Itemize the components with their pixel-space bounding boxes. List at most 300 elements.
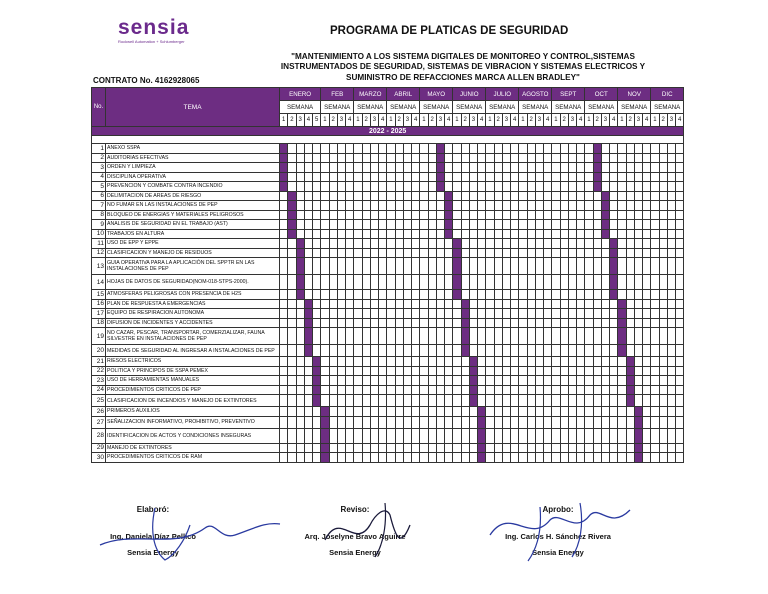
week-cell (593, 163, 601, 173)
week-cell (502, 407, 510, 417)
week-cell (667, 172, 675, 182)
week-cell (610, 153, 618, 163)
week-cell (601, 443, 609, 453)
week-cell (288, 299, 296, 309)
week-cell (428, 144, 436, 154)
week-cell (502, 328, 510, 345)
week-cell (560, 309, 568, 319)
week-cell (643, 201, 651, 211)
week-cell (453, 191, 461, 201)
week-cell (643, 258, 651, 275)
week-cell (387, 416, 395, 428)
year-range: 2022 - 2025 (92, 127, 684, 136)
table-row (92, 144, 684, 154)
week-cell (618, 309, 626, 319)
week-cell (634, 163, 642, 173)
week-cell (304, 182, 312, 192)
week-cell (494, 220, 502, 230)
week-cell (527, 182, 535, 192)
week-cell (329, 275, 337, 290)
week-cell (552, 144, 560, 154)
week-cell (585, 182, 593, 192)
week-cell (527, 376, 535, 386)
week-cell (354, 385, 362, 395)
week-cell (552, 416, 560, 428)
row-topic: ANEXO SSPA (106, 144, 280, 154)
week-cell (494, 299, 502, 309)
week-cell (321, 345, 329, 357)
week-cell (337, 239, 345, 249)
week-cell (403, 416, 411, 428)
week-cell (280, 345, 288, 357)
week-cell (436, 407, 444, 417)
week-cell (626, 239, 634, 249)
week-cell (527, 357, 535, 367)
week-cell (478, 407, 486, 417)
week-cell (337, 275, 345, 290)
week-cell (626, 275, 634, 290)
week-cell (552, 153, 560, 163)
row-number: 30 (92, 453, 106, 463)
week-cell (395, 144, 403, 154)
week-cell (618, 182, 626, 192)
week-cell (420, 163, 428, 173)
week-cell (601, 258, 609, 275)
week-cell (577, 229, 585, 239)
week-cell (511, 299, 519, 309)
week-cell (560, 328, 568, 345)
week-cell (667, 220, 675, 230)
week-cell (527, 290, 535, 300)
week-cell (634, 376, 642, 386)
week-cell (511, 395, 519, 407)
week-cell (436, 299, 444, 309)
week-cell (362, 366, 370, 376)
week-cell (511, 191, 519, 201)
week-cell (502, 153, 510, 163)
week-cell (329, 299, 337, 309)
week-cell (585, 443, 593, 453)
week-cell (527, 299, 535, 309)
week-cell (494, 290, 502, 300)
week-cell (288, 210, 296, 220)
semana-header: SEMANA (420, 101, 453, 114)
week-cell (676, 345, 684, 357)
week-cell (667, 248, 675, 258)
week-cell (552, 428, 560, 443)
table-row (92, 345, 684, 357)
week-cell (387, 328, 395, 345)
week-cell (535, 201, 543, 211)
col-header-topic: TEMA (106, 88, 280, 127)
week-cell (313, 328, 321, 345)
week-cell (552, 275, 560, 290)
week-cell (651, 345, 659, 357)
row-number: 2 (92, 153, 106, 163)
week-cell (577, 395, 585, 407)
week-cell (676, 172, 684, 182)
week-cell (453, 318, 461, 328)
week-cell (478, 201, 486, 211)
week-cell (379, 201, 387, 211)
week-cell (478, 144, 486, 154)
week-cell (445, 395, 453, 407)
week-cell (445, 172, 453, 182)
week-cell (659, 191, 667, 201)
week-cell (445, 290, 453, 300)
week-cell (304, 376, 312, 386)
week-cell (659, 443, 667, 453)
week-cell (420, 220, 428, 230)
week-cell (296, 416, 304, 428)
week-cell (618, 144, 626, 154)
week-cell (461, 318, 469, 328)
week-cell (403, 299, 411, 309)
week-cell (428, 385, 436, 395)
week-cell (304, 318, 312, 328)
week-cell (494, 345, 502, 357)
week-cell (676, 407, 684, 417)
week-cell (601, 220, 609, 230)
week-cell (527, 443, 535, 453)
week-cell (395, 376, 403, 386)
week-cell (560, 416, 568, 428)
week-cell (643, 309, 651, 319)
week-cell (337, 428, 345, 443)
week-cell (659, 182, 667, 192)
week-cell (552, 220, 560, 230)
week-cell (560, 172, 568, 182)
table-row (92, 407, 684, 417)
week-cell (626, 357, 634, 367)
row-topic: CLASIFICACION Y MANEJO DE RESIDUOS (106, 248, 280, 258)
row-number: 9 (92, 220, 106, 230)
week-cell (535, 172, 543, 182)
week-cell (453, 229, 461, 239)
week-cell (560, 191, 568, 201)
week-cell (676, 366, 684, 376)
week-cell (403, 395, 411, 407)
page-subtitle: "MANTENIMIENTO A LOS SISTEMA DIGITALES DE MONITOREO Y CONTROL,SISTEMAS INSTRUMENTADOS DE SEGURIDAD, SISTEMAS DE VIBRACION Y SISTEMAS ELECTRICOS Y SUMINISTRO DE REFACCIONES MARCA ALLEN BRADLEY" (280, 52, 646, 82)
week-cell (568, 275, 576, 290)
week-cell (321, 275, 329, 290)
week-cell (346, 229, 354, 239)
week-cell (461, 290, 469, 300)
week-cell (280, 328, 288, 345)
week-cell (395, 191, 403, 201)
week-cell (280, 275, 288, 290)
week-cell (337, 172, 345, 182)
week-cell (329, 210, 337, 220)
week-cell (494, 153, 502, 163)
week-cell (568, 290, 576, 300)
week-cell (445, 357, 453, 367)
week-cell (535, 395, 543, 407)
week-cell (412, 258, 420, 275)
week-cell (329, 443, 337, 453)
week-cell (659, 309, 667, 319)
table-row (92, 172, 684, 182)
week-cell (577, 239, 585, 249)
week-cell (370, 182, 378, 192)
week-cell (676, 299, 684, 309)
week-cell (412, 220, 420, 230)
logo-word: sensia (118, 16, 190, 39)
week-cell (412, 407, 420, 417)
week-cell (659, 275, 667, 290)
week-cell (420, 309, 428, 319)
week-cell (494, 163, 502, 173)
week-cell (288, 201, 296, 211)
week-cell (511, 275, 519, 290)
week-cell (667, 258, 675, 275)
week-cell (643, 191, 651, 201)
week-cell (502, 453, 510, 463)
week-cell (667, 376, 675, 386)
week-cell (412, 239, 420, 249)
week-cell (544, 428, 552, 443)
week-number: 3 (296, 114, 304, 127)
week-cell (577, 248, 585, 258)
week-cell (544, 357, 552, 367)
week-number: 1 (387, 114, 395, 127)
week-cell (502, 366, 510, 376)
week-cell (461, 395, 469, 407)
week-cell (321, 172, 329, 182)
week-cell (544, 385, 552, 395)
week-cell (552, 407, 560, 417)
week-cell (304, 191, 312, 201)
week-cell (486, 453, 494, 463)
week-cell (445, 407, 453, 417)
week-cell (370, 366, 378, 376)
week-cell (478, 299, 486, 309)
week-cell (651, 153, 659, 163)
week-cell (461, 153, 469, 163)
week-cell (643, 275, 651, 290)
week-cell (577, 416, 585, 428)
week-cell (346, 453, 354, 463)
week-cell (346, 443, 354, 453)
table-row (92, 299, 684, 309)
week-cell (387, 318, 395, 328)
week-cell (461, 366, 469, 376)
week-cell (329, 229, 337, 239)
table-row (92, 163, 684, 173)
row-number: 19 (92, 328, 106, 345)
week-cell (486, 182, 494, 192)
week-cell (329, 366, 337, 376)
week-number: 3 (535, 114, 543, 127)
week-cell (412, 345, 420, 357)
week-cell (585, 275, 593, 290)
week-cell (502, 239, 510, 249)
week-cell (469, 328, 477, 345)
week-cell (676, 191, 684, 201)
week-cell (626, 248, 634, 258)
week-cell (634, 248, 642, 258)
week-cell (527, 163, 535, 173)
week-cell (296, 153, 304, 163)
table-row (92, 428, 684, 443)
week-cell (296, 290, 304, 300)
week-cell (659, 357, 667, 367)
month-header: MAYO (420, 88, 453, 101)
row-topic: BLOQUEO DE ENERGIAS Y MATERIALES PELIGROSOS (106, 210, 280, 220)
week-cell (667, 144, 675, 154)
week-cell (585, 395, 593, 407)
week-cell (478, 229, 486, 239)
week-number: 4 (478, 114, 486, 127)
week-cell (346, 395, 354, 407)
week-cell (304, 428, 312, 443)
week-cell (362, 220, 370, 230)
week-cell (321, 239, 329, 249)
week-cell (552, 299, 560, 309)
week-cell (362, 163, 370, 173)
week-cell (610, 357, 618, 367)
week-cell (362, 258, 370, 275)
week-cell (337, 453, 345, 463)
week-cell (329, 395, 337, 407)
week-cell (544, 395, 552, 407)
week-cell (461, 428, 469, 443)
row-number: 23 (92, 376, 106, 386)
row-number: 29 (92, 443, 106, 453)
week-cell (511, 144, 519, 154)
week-cell (552, 453, 560, 463)
week-cell (354, 345, 362, 357)
week-cell (568, 163, 576, 173)
week-cell (337, 201, 345, 211)
week-cell (420, 144, 428, 154)
week-cell (610, 395, 618, 407)
week-cell (626, 172, 634, 182)
week-cell (321, 290, 329, 300)
week-number: 2 (560, 114, 568, 127)
week-cell (486, 210, 494, 220)
week-cell (280, 395, 288, 407)
week-cell (469, 290, 477, 300)
week-cell (560, 395, 568, 407)
week-number: 2 (527, 114, 535, 127)
week-cell (346, 299, 354, 309)
week-cell (560, 153, 568, 163)
week-cell (461, 163, 469, 173)
week-cell (486, 443, 494, 453)
week-cell (577, 357, 585, 367)
week-cell (544, 182, 552, 192)
week-number: 2 (659, 114, 667, 127)
week-cell (280, 299, 288, 309)
week-cell (313, 220, 321, 230)
week-cell (502, 318, 510, 328)
week-cell (610, 258, 618, 275)
week-cell (494, 357, 502, 367)
week-cell (370, 299, 378, 309)
page-title: PROGRAMA DE PLATICAS DE SEGURIDAD (330, 25, 569, 37)
row-topic: PREVENCION Y COMBATE CONTRA INCENDIO (106, 182, 280, 192)
week-cell (527, 248, 535, 258)
week-number: 2 (593, 114, 601, 127)
week-cell (329, 201, 337, 211)
week-cell (329, 453, 337, 463)
week-number: 1 (321, 114, 329, 127)
week-cell (469, 258, 477, 275)
week-cell (354, 407, 362, 417)
row-topic: AUDITORIAS EFECTIVAS (106, 153, 280, 163)
week-cell (387, 366, 395, 376)
week-cell (601, 407, 609, 417)
week-cell (337, 210, 345, 220)
week-cell (486, 191, 494, 201)
week-cell (519, 395, 527, 407)
week-cell (544, 299, 552, 309)
week-cell (379, 366, 387, 376)
week-number: 4 (346, 114, 354, 127)
row-number: 11 (92, 239, 106, 249)
week-cell (313, 443, 321, 453)
signature-role: Reviso: (340, 505, 370, 514)
week-cell (379, 453, 387, 463)
week-cell (676, 416, 684, 428)
week-cell (296, 210, 304, 220)
week-cell (486, 275, 494, 290)
week-cell (643, 318, 651, 328)
week-cell (461, 275, 469, 290)
week-cell (403, 258, 411, 275)
week-cell (585, 258, 593, 275)
row-topic: ORDEN Y LIMPIEZA (106, 163, 280, 173)
week-cell (667, 453, 675, 463)
week-cell (288, 407, 296, 417)
week-cell (610, 407, 618, 417)
week-cell (346, 407, 354, 417)
week-cell (601, 395, 609, 407)
week-cell (577, 299, 585, 309)
week-cell (667, 385, 675, 395)
week-cell (469, 395, 477, 407)
week-cell (428, 318, 436, 328)
week-cell (395, 248, 403, 258)
week-cell (346, 416, 354, 428)
week-cell (535, 357, 543, 367)
week-cell (667, 153, 675, 163)
week-cell (478, 191, 486, 201)
week-cell (321, 443, 329, 453)
week-cell (428, 258, 436, 275)
week-cell (370, 153, 378, 163)
signature-block-reviso (280, 505, 430, 557)
week-cell (329, 258, 337, 275)
week-cell (676, 210, 684, 220)
week-cell (362, 239, 370, 249)
week-cell (610, 385, 618, 395)
week-cell (337, 376, 345, 386)
week-cell (387, 220, 395, 230)
signature-block-elaboro (88, 505, 218, 557)
week-cell (478, 376, 486, 386)
week-cell (288, 248, 296, 258)
week-cell (329, 376, 337, 386)
week-cell (585, 428, 593, 443)
week-cell (469, 220, 477, 230)
week-cell (478, 220, 486, 230)
week-cell (354, 357, 362, 367)
row-topic: EQUIPO DE RESPIRACION AUTONOMA (106, 309, 280, 319)
week-cell (667, 290, 675, 300)
week-cell (494, 210, 502, 220)
